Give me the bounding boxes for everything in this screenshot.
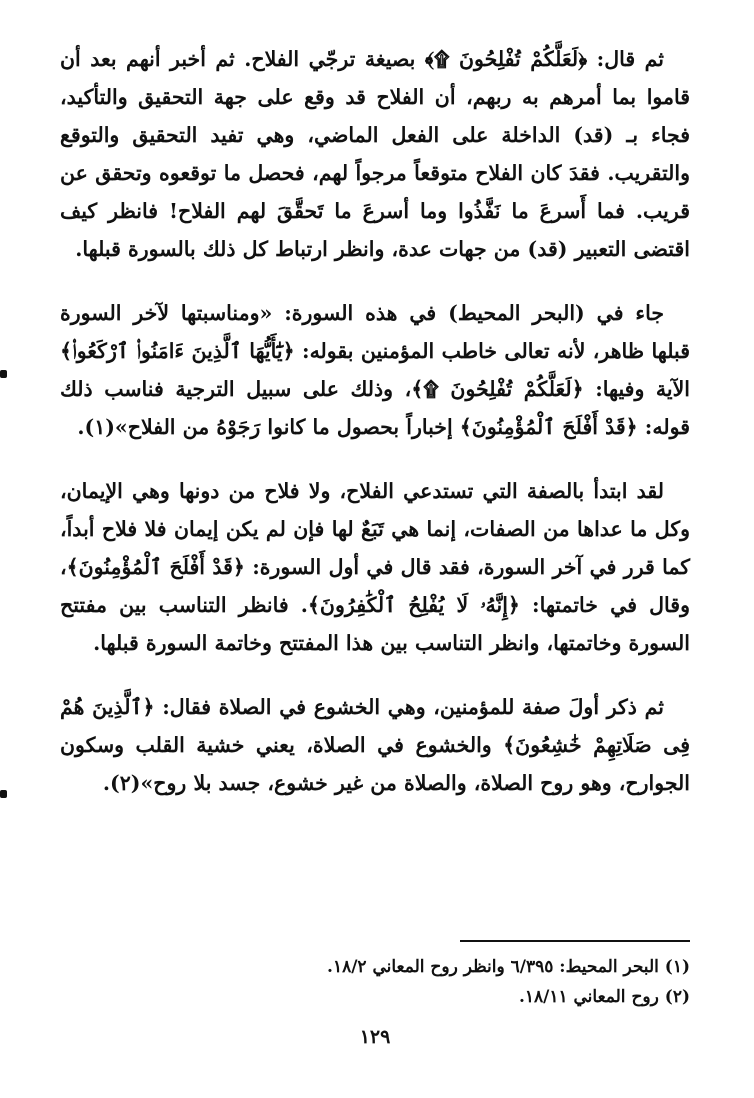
paragraph-3: لقد ابتدأ بالصفة التي تستدعي الفلاح، ولا فلاح من دونها وهي الإيمان، وكل ما عداها من الصفات، إنما هي تَبَعٌ لها فإن لم يكن إيمان فلا فلاح أبداً، كما قرر في آخر السورة، فقد قال في أول السورة: ﴿قَدْ أَفْلَحَ ٱلْمُؤْمِنُونَ﴾، وقال في خاتمتها: ﴿إِنَّهُۥ لَا يُفْلِحُ ٱلْكَٰفِرُونَ﴾. فانظر التناسب بين مفتتح السورة وخاتمتها، وانظر التناسب بين هذا المفتتح وخاتمة السورة قبلها. xyxy=(60,479,690,655)
footnote-2: (٢) روح المعاني ١٨/١١. xyxy=(518,987,690,1007)
footnotes xyxy=(60,952,690,1012)
footnote-separator xyxy=(460,940,690,942)
paragraph-2: جاء في (البحر المحيط) في هذه السورة: «ومناسبتها لآخر السورة قبلها ظاهر، لأنه تعالى خاطب المؤمنين بقوله: ﴿يَٰٓأَيُّهَا ٱلَّذِينَ ءَامَنُوا۟ ٱرْكَعُوا۟﴾ الآية وفيها: ﴿لَعَلَّكُمْ تُفْلِحُونَ ۩﴾، وذلك على سبيل الترجية فناسب ذلك قوله: ﴿قَدْ أَفْلَحَ ٱلْمُؤْمِنُونَ﴾ إخباراً بحصول ما كانوا رَجَوْهُ من الفلاح»(١). xyxy=(60,301,690,439)
paragraph-1: ثم قال: ﴿لَعَلَّكُمْ تُفْلِحُونَ ۩﴾ بصيغة ترجّي الفلاح. ثم أخبر أنهم بعد أن قاموا بما أمرهم به ربهم، أن الفلاح قد وقع على جهة التحقيق والتأكيد، فجاء بـ (قد) الداخلة على الفعل الماضي، وهي تفيد التحقيق والتوقع والتقريب. فقدَ كان الفلاح متوقعاً مرجواً لهم، فحصل ما توقعوه وتحقق عن قريب. فما أَسرعَ ما نَفَّذُوا وما أسرعَ ما تَحقَّقَ لهم الفلاح! فانظر كيف اقتضى التعبير (قد) من جهات عدة، وانظر ارتباط كل ذلك بالسورة قبلها. xyxy=(60,47,690,261)
page-number: ١٢٩ xyxy=(359,1026,391,1048)
book-page xyxy=(60,40,690,1080)
footnote-1: (١) البحر المحيط: ٦/٣٩٥ وانظر روح المعاني ١٨/٢. xyxy=(327,957,690,977)
paragraph-4: ثم ذكر أولَ صفة للمؤمنين، وهي الخشوع في الصلاة فقال: ﴿ٱلَّذِينَ هُمْ فِى صَلَاتِهِمْ خَٰشِعُونَ﴾ والخشوع في الصلاة، يعني خشية القلب وسكون الجوارح، وهو روح الصلاة، والصلاة من غير خشوع، جسد بلا روح»(٢). xyxy=(60,695,690,795)
scan-edge-mark xyxy=(0,790,7,798)
scan-edge-mark xyxy=(0,370,7,378)
